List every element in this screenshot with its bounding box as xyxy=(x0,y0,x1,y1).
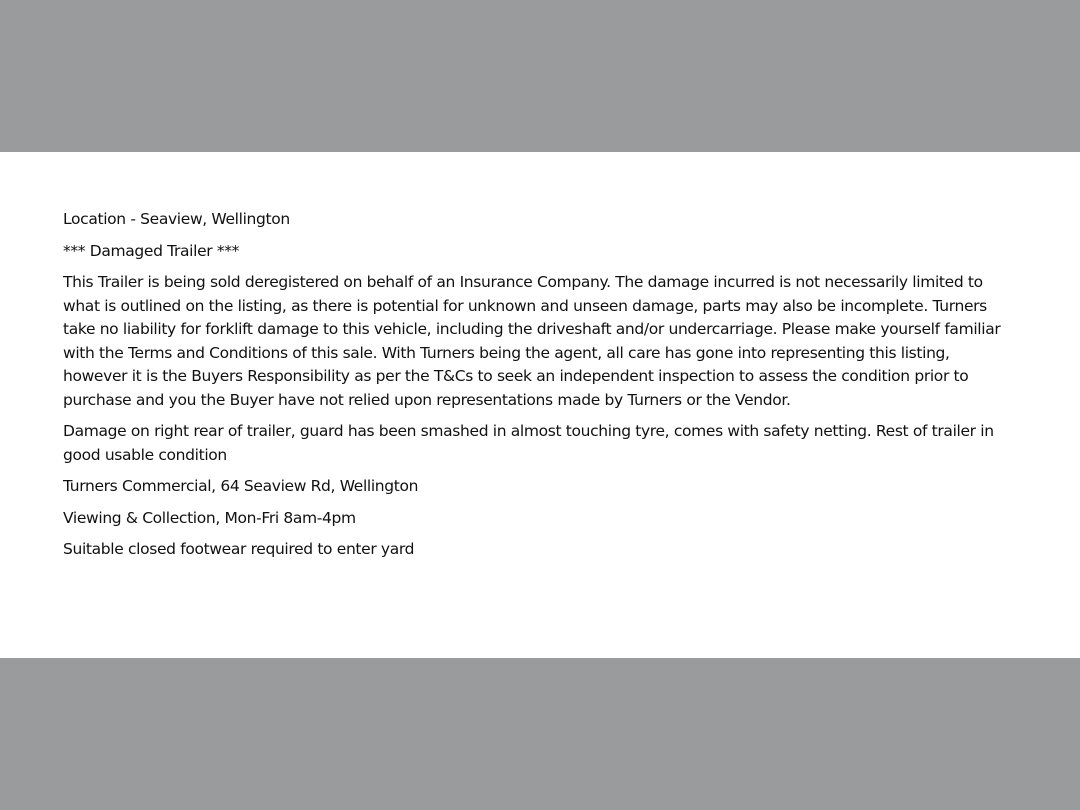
listing-description-panel xyxy=(0,152,1080,658)
bottom-gray-band xyxy=(0,658,1080,810)
damage-description: Damage on right rear of trailer, guard has been smashed in almost touching tyre, comes with safety netting. Rest of trailer in good usable condition xyxy=(63,422,994,464)
damaged-trailer-heading: *** Damaged Trailer *** xyxy=(63,241,240,260)
address-line: Turners Commercial, 64 Seaview Rd, Wellington xyxy=(63,477,419,495)
footwear-notice: Suitable closed footwear required to enter yard xyxy=(63,540,415,558)
insurance-disclaimer: This Trailer is being sold deregistered on behalf of an Insurance Company. The damage incurred is not necessarily limited to what is outlined on the listing, as there is potential for unknown and unseen damage, parts may also be incomplete. Turners take no liability for forklift damage to this vehicle, including the driveshaft and/or undercarriage. Please make yourself familiar with the Terms and Conditions of this sale. With Turners being the agent, all care has gone into representing this listing, however it is the Buyers Responsibility as per the T&Cs to seek an independent inspection to assess the condition prior to purchase and you the Buyer have not relied upon representations made by Turners or the Vendor. xyxy=(63,273,1001,409)
top-gray-band xyxy=(0,0,1080,152)
description-text xyxy=(63,208,1003,570)
viewing-hours-line: Viewing & Collection, Mon-Fri 8am-4pm xyxy=(63,508,356,527)
location-line: Location - Seaview, Wellington xyxy=(63,210,290,228)
